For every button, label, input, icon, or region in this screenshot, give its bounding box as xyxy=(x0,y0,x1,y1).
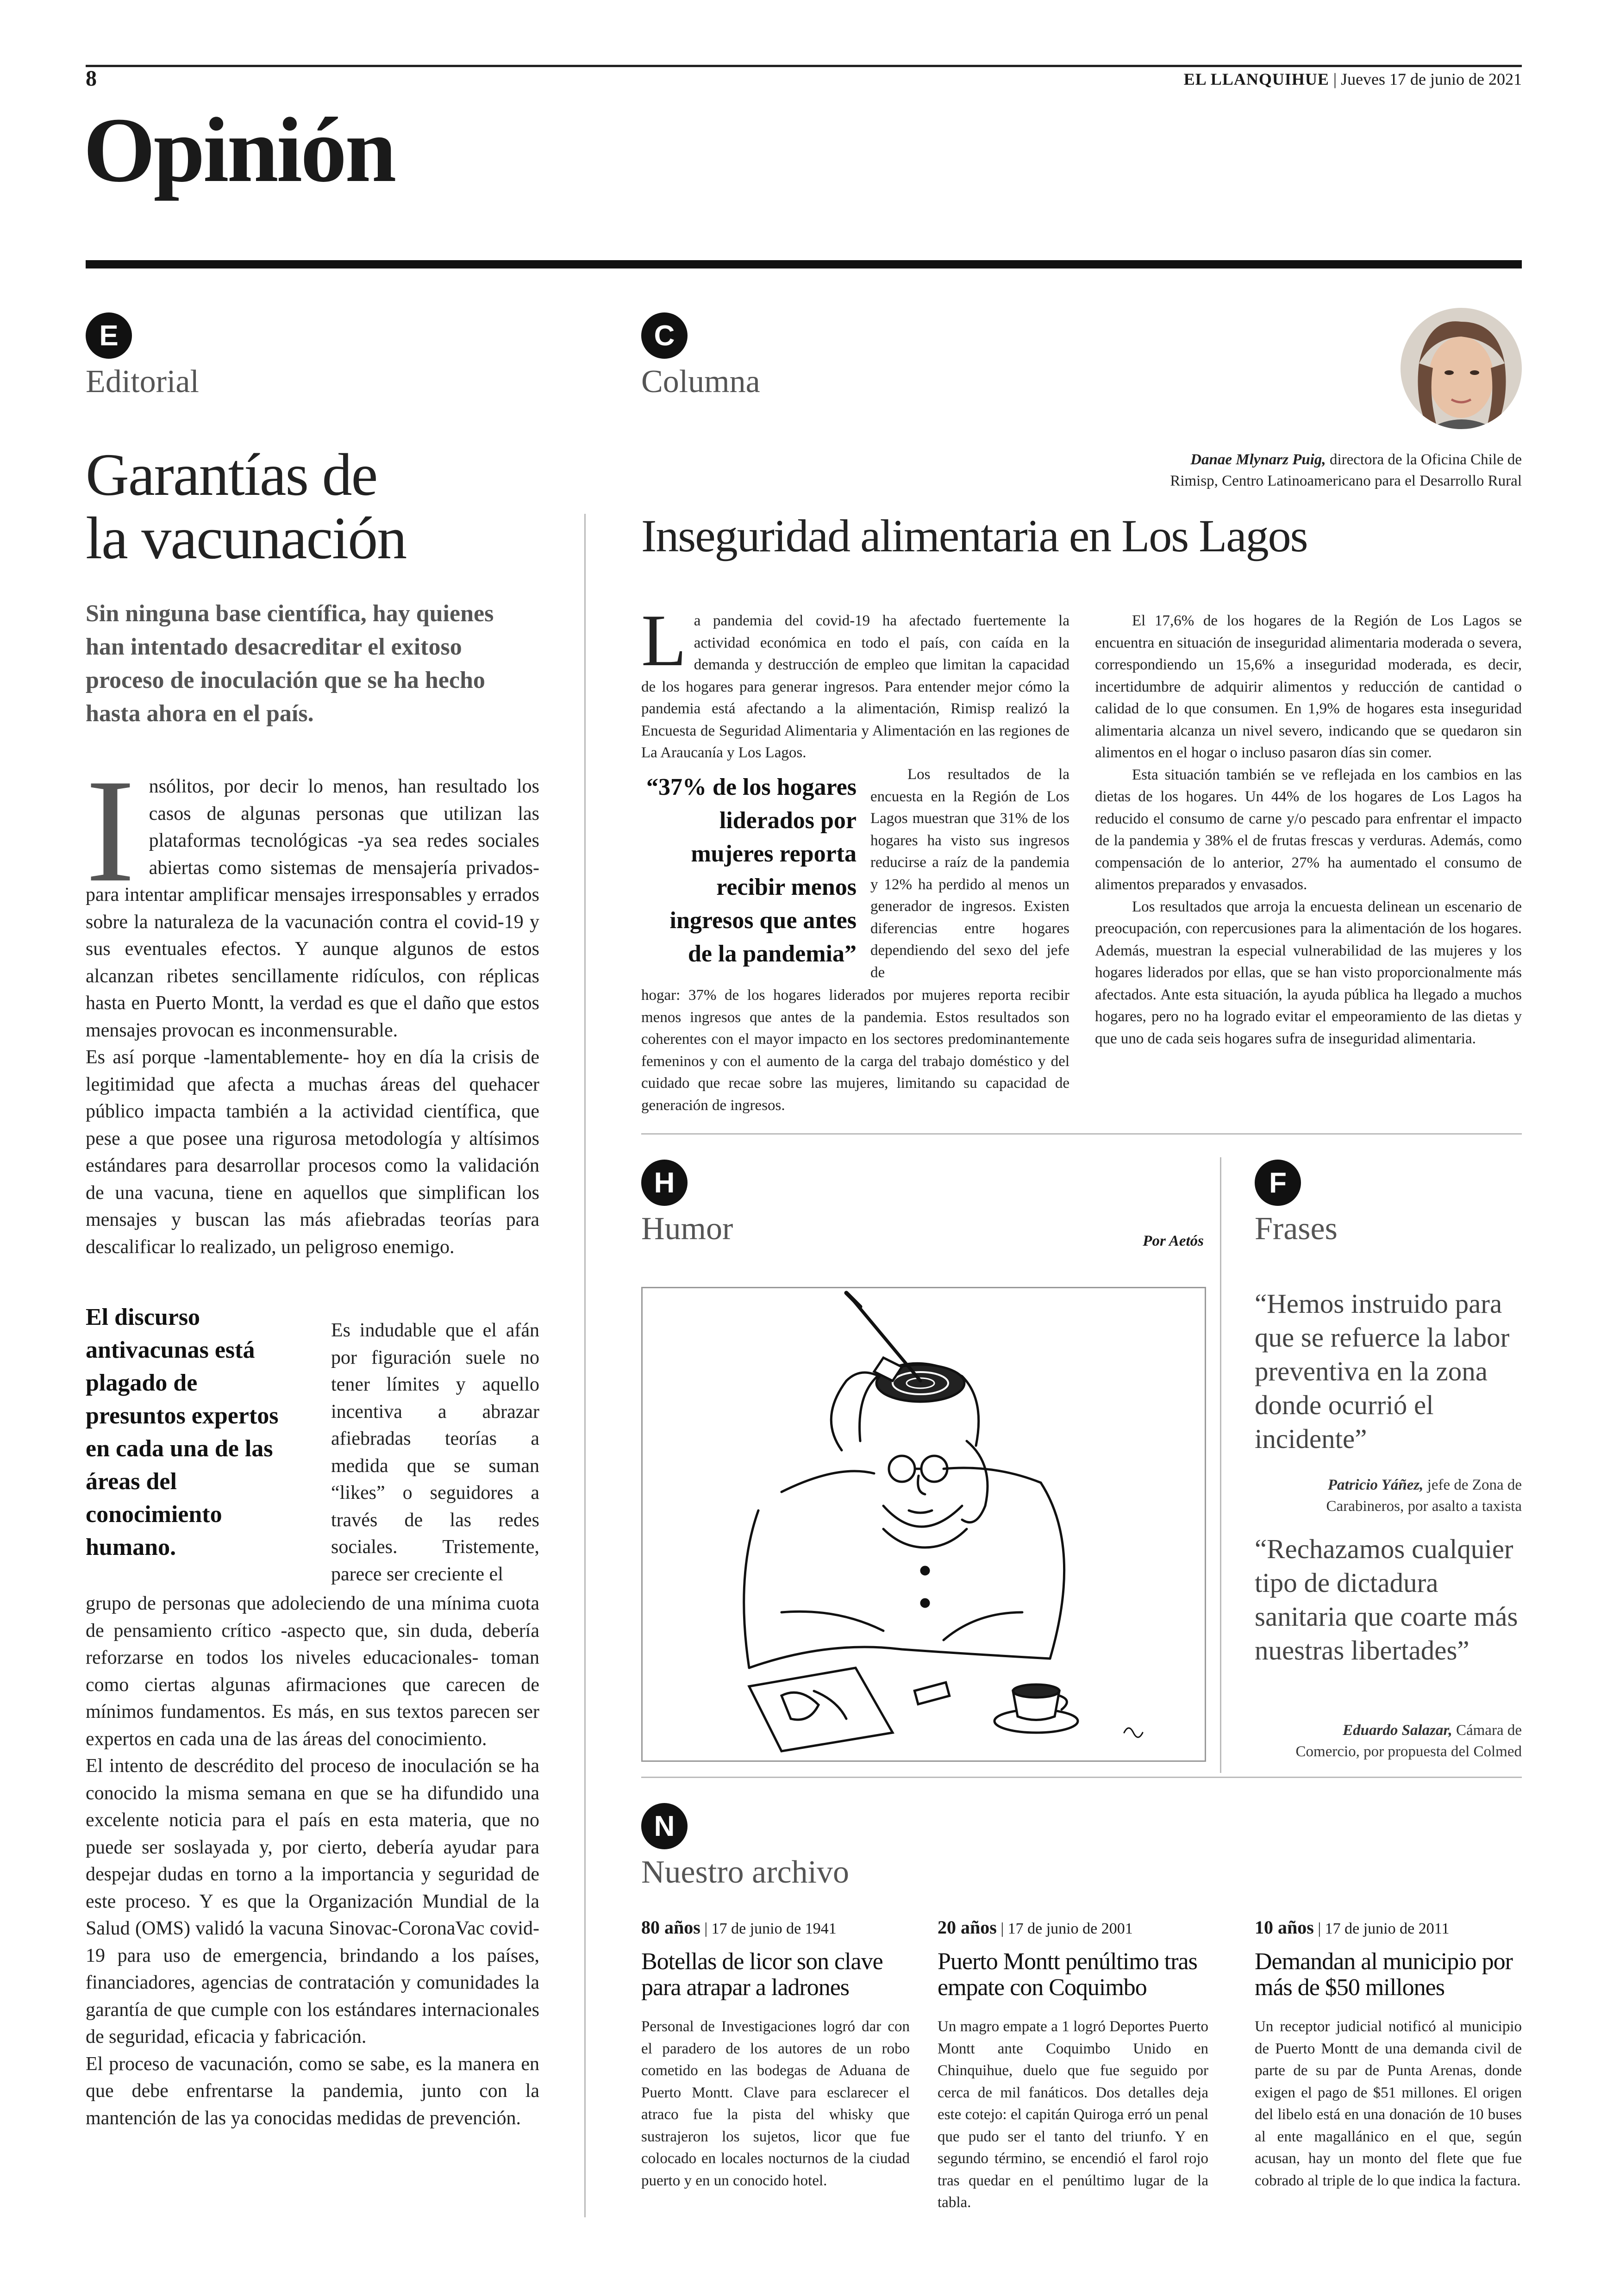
humor-credit: Por Aetós xyxy=(1143,1233,1204,1249)
top-rule xyxy=(86,65,1522,67)
editorial-headline xyxy=(86,443,406,570)
author-portrait xyxy=(1401,308,1522,429)
column-kicker: Columna xyxy=(641,364,760,399)
humor-badge: H xyxy=(641,1160,688,1206)
page-number: 8 xyxy=(86,66,97,91)
column-dropcap: L xyxy=(641,599,687,681)
editorial-pull-quote: El discurso antivacunas está plagado de presuntos expertos en cada una de las áreas del conocimiento humano. xyxy=(86,1304,279,1560)
column-divider xyxy=(584,514,586,2217)
archivo-item-2-body: Un magro empate a 1 logró Deportes Puerto Montt ante Coquimbo Unido en Chinquihue, duelo que fue seguido por cerca de mil fanáticos. Dos detalles deja este cotejo: el capitán Quiroga erró un penal que pudo ser el tanto del triunfo. Y en segundo término, se encendió el farol rojo tras quedar en el penúltimo lugar de la tabla. xyxy=(938,2018,1208,2211)
column-badge: C xyxy=(641,312,688,359)
column-paragraph-5: Los resultados que arroja la encuesta delinean un escenario de preocupación, con repercusiones para la alimentación de los hogares. Además, muestran la especial vulnerabilidad de las mujeres y los hogares liderados por ellas, que se han visto proporcionalmente más afectados. Ante esta situación, la ayuda pública ha llegado a muchos hogares, pero no ha logrado evitar el empeoramiento de las dietas y que uno de cada seis hogares sufra de inseguridad alimentaria. xyxy=(1095,898,1522,1047)
editorial-dropcap: I xyxy=(86,749,135,913)
frase-attribution-1 xyxy=(1255,1474,1522,1517)
newspaper-name: EL LLANQUIHUE xyxy=(1183,70,1329,88)
column-headline: Inseguridad alimentaria en Los Lagos xyxy=(641,510,1307,562)
editorial-badge: E xyxy=(86,312,132,359)
archivo-item-3-date: 10 años | 17 de junio de 2011 xyxy=(1255,1917,1450,1938)
editorial-headline-line1: Garantías de xyxy=(86,442,377,508)
humor-kicker: Humor xyxy=(641,1211,733,1247)
archivo-item-1-date: 80 años | 17 de junio de 1941 xyxy=(641,1917,837,1938)
humor-cartoon xyxy=(641,1287,1206,1762)
archivo-item-3-title: Demandan al municipio por más de $50 millones xyxy=(1255,1948,1513,2001)
archivo-item-1-day: 17 de junio de 1941 xyxy=(711,1920,837,1937)
frase-attribution-2 xyxy=(1255,1720,1522,1762)
column-body-wrap xyxy=(870,764,1069,984)
editorial-lead: Sin ninguna base científica, hay quienes han intentado desacreditar el exitoso proceso de inoculación que se ha hecho hasta ahora en el país. xyxy=(86,600,494,727)
archivo-badge: N xyxy=(641,1803,688,1849)
editorial-paragraph-3b: grupo de personas que adoleciendo de una mínima cuota de pensamiento crítico -aspecto que, sin duda, debería reforzarse en todos los niveles educacionales- toman como ciertas algunas afirmaciones que carecen de mínimos fundamentos. Es más, en sus textos parecen ser expertos en cada una de las áreas del conocimiento. xyxy=(86,1593,539,1750)
editorial-headline-line2: la vacunación xyxy=(86,505,406,572)
archivo-item-2-day: 17 de junio de 2001 xyxy=(1007,1920,1133,1937)
column-byline xyxy=(1059,449,1522,492)
column-paragraph-4: Esta situación también se ve reflejada en los cambios en las dietas de los hogares. Un 44% de los hogares de Los Lagos ha reducido el consumo de carne y/o pescado para enfrentar el impacto de la pandemia y 38% el de frutas frescas y verduras. Además, como compensación de lo anterior, 27% ha aumentado el consumo de alimentos preparados y envasados. xyxy=(1095,766,1522,893)
author-portrait-image xyxy=(1401,308,1522,429)
masthead: EL LLANQUIHUE | Jueves 17 de junio de 2021 xyxy=(1183,70,1522,88)
editorial-paragraph-2: Es así porque -lamentablemente- hoy en día la crisis de legitimidad que afecta a muchas áreas del quehacer público impacta también a la actividad científica, que pese a que posee una rigurosa metodología y altísimos estándares para desarrollar procesos como la validación de una vacuna, tiene en aquellos que simplifican los mensajes y buscan las más afiebradas teorías para descalificar lo realizado, un peligroso enemigo. xyxy=(86,1047,539,1258)
editorial-paragraph-4: El intento de descrédito del proceso de inoculación se ha conocido la misma semana en que se ha difundido una excelente noticia para el país en esta materia, que no puede ser soslayada y, por cierto, debería ayudar para despejar dudas en torno a la importancia y seguridad de este proceso. Y es que la Organización Mundial de la Salud (OMS) validó la vacuna Sinovac-CoronaVac covid-19 para uso de emergencia, brindando a los países, financiadores, agencias de contratación y comunidades la garantía de que cumple con los estándares internacionales de seguridad, eficacia y fabricación. xyxy=(86,1755,539,2047)
column-body-top xyxy=(641,599,1069,764)
archivo-item-2-title: Puerto Montt penúltimo tras empate con Coquimbo xyxy=(938,1948,1197,2001)
archivo-item-2-years: 20 años xyxy=(938,1917,997,1938)
editorial-body-wrap xyxy=(331,1317,539,1588)
column-paragraph-2b: hogar: 37% de los hogares liderados por mujeres reporta recibir menos ingresos que antes de la pandemia. Estos resultados son coherentes con el mayor impacto en los sectores predominantemente femeninos y con el aumento de la carga del trabajo doméstico y del cuidado que recae sobre las mujeres, limitando su capacidad de generación de ingresos. xyxy=(641,987,1069,1114)
column-bottom-rule xyxy=(641,1133,1522,1135)
frases-badge: F xyxy=(1255,1160,1301,1206)
archivo-item-3-day: 17 de junio de 2011 xyxy=(1325,1920,1450,1937)
frase-quote-2: “Rechazamos cualquier tipo de dictadura sanitaria que coarte más nuestras libertades” xyxy=(1255,1534,1518,1666)
frase-2-author: Eduardo Salazar, xyxy=(1343,1722,1452,1739)
frase-1-role-1: jefe de Zona de xyxy=(1427,1477,1522,1493)
editorial-paragraph-5: El proceso de vacunación, como se sabe, es la manera en que debe enfrentarse la pandemia, junto con la mantención de las ya conocidas medidas de prevención. xyxy=(86,2053,539,2129)
column-body-bottom xyxy=(641,985,1069,1117)
editorial-body-top xyxy=(86,749,539,1260)
frase-2-role-2: Comercio, por propuesta del Colmed xyxy=(1295,1743,1522,1760)
editorial-body-bottom xyxy=(86,1590,539,2132)
column-paragraph-3: El 17,6% de los hogares de la Región de Los Lagos se encuentra en situación de inseguridad alimentaria moderada o severa, correspondiendo un 15,6% a inseguridad moderada, es decir, incertidumbre de adquirir alimentos y reducción de cantidad o calidad de lo que consumen. En 1,9% de hogares esta inseguridad alimentaria alcanza un nivel severo, indicando que se quedaron sin alimentos en el hogar o incluso pasaron días sin comer. xyxy=(1095,612,1522,761)
editorial-paragraph-3a: Es indudable que el afán por figuración suele no tener límites y aquello incentiva a abrazar afiebradas teorías a medida que se suman “likes” o seguidores a través de las redes sociales. Tristemente, parece ser creciente el xyxy=(331,1320,539,1585)
column-paragraph-1: a pandemia del covid-19 ha afectado fuertemente la actividad económica en todo el país, con caída en la demanda y destrucción de empleo que limitan la capacidad de los hogares para generar ingresos. Para entender mejor cómo la pandemia está afectando a la alimentación, Rimisp realizó la Encuesta de Seguridad Alimentaria y Alimentación en las regiones de La Araucanía y Los Lagos. xyxy=(641,612,1069,761)
archivo-item-1-years: 80 años xyxy=(641,1917,700,1938)
section-title: Opinión xyxy=(83,99,395,201)
frase-2-role-1: Cámara de xyxy=(1456,1722,1522,1739)
archivo-item-3-years: 10 años xyxy=(1255,1917,1314,1938)
frases-kicker: Frases xyxy=(1255,1211,1338,1247)
frase-1-author: Patricio Yáñez, xyxy=(1327,1477,1424,1493)
frase-quote-1: “Hemos instruido para que se refuerce la labor preventiva en la zona donde ocurrió el incidente” xyxy=(1255,1288,1510,1454)
author-role-2: Rimisp, Centro Latinoamericano para el Desarrollo Rural xyxy=(1170,473,1522,489)
editorial-kicker: Editorial xyxy=(86,364,199,399)
editorial-paragraph-1: nsólitos, por decir lo menos, han resultado los casos de algunas personas que utilizan las plataformas tecnológicas -ya sea redes sociales abiertas como sistemas de mensajería privados- para intentar amplificar mensajes irresponsables y errados sobre la naturaleza de la vacunación contra el covid-19 y sus eventuales efectos. Y aunque algunos de estos alcanzan ribetes sencillamente ridículos, con réplicas hasta en Puerto Montt, la verdad es que el daño que estos mensajes provocan es inconmensurable. xyxy=(86,776,539,1041)
archivo-item-1-title: Botellas de licor son clave para atrapar a ladrones xyxy=(641,1948,883,2001)
issue-date: Jueves 17 de junio de 2021 xyxy=(1341,70,1522,88)
column-body-right xyxy=(1095,610,1522,1050)
column-paragraph-2a: Los resultados de la encuesta en la Región de Los Lagos muestran que 31% de los hogares ha visto sus ingresos reducirse a raíz de la pandemia y 12% ha perdido al menos un generador de ingresos. Existen diferencias entre hogares dependiendo del sexo del jefe de xyxy=(870,766,1069,981)
cartoon-drawing xyxy=(643,1288,1205,1760)
frase-1-role-2: Carabineros, por asalto a taxista xyxy=(1326,1498,1522,1515)
section-rule xyxy=(86,260,1522,268)
archivo-item-2-date: 20 años | 17 de junio de 2001 xyxy=(938,1917,1133,1938)
archivo-kicker: Nuestro archivo xyxy=(641,1854,850,1890)
archivo-top-rule xyxy=(641,1777,1522,1778)
frases-divider xyxy=(1220,1157,1221,1773)
author-name: Danae Mlynarz Puig, xyxy=(1190,451,1326,468)
archivo-item-3-body: Un receptor judicial notificó al municipio de Puerto Montt de una demanda civil de parte de su par de Punta Arenas, donde exigen el pago de $51 millones. El origen del libelo está en una donación de 10 buses al ente magallánico en el que, según acusan, hay un monto del flete que fue cobrado al triple de lo que indica la factura. xyxy=(1255,2018,1522,2189)
column-pull-quote: “37% de los hogares liderados por mujeres reporta recibir menos ingresos que antes de la pandemia” xyxy=(646,774,857,967)
archivo-item-1-body: Personal de Investigaciones logró dar con el paradero de los autores de un robo cometido en las bodegas de Aduana de Puerto Montt. Clave para esclarecer el atraco fue la pista del whisky que sustrajeron los sujetos, licor que fue colocado en locales nocturnos de la ciudad puerto y en un conocido hotel. xyxy=(641,2018,910,2189)
author-role-1: directora de la Oficina Chile de xyxy=(1329,451,1522,468)
